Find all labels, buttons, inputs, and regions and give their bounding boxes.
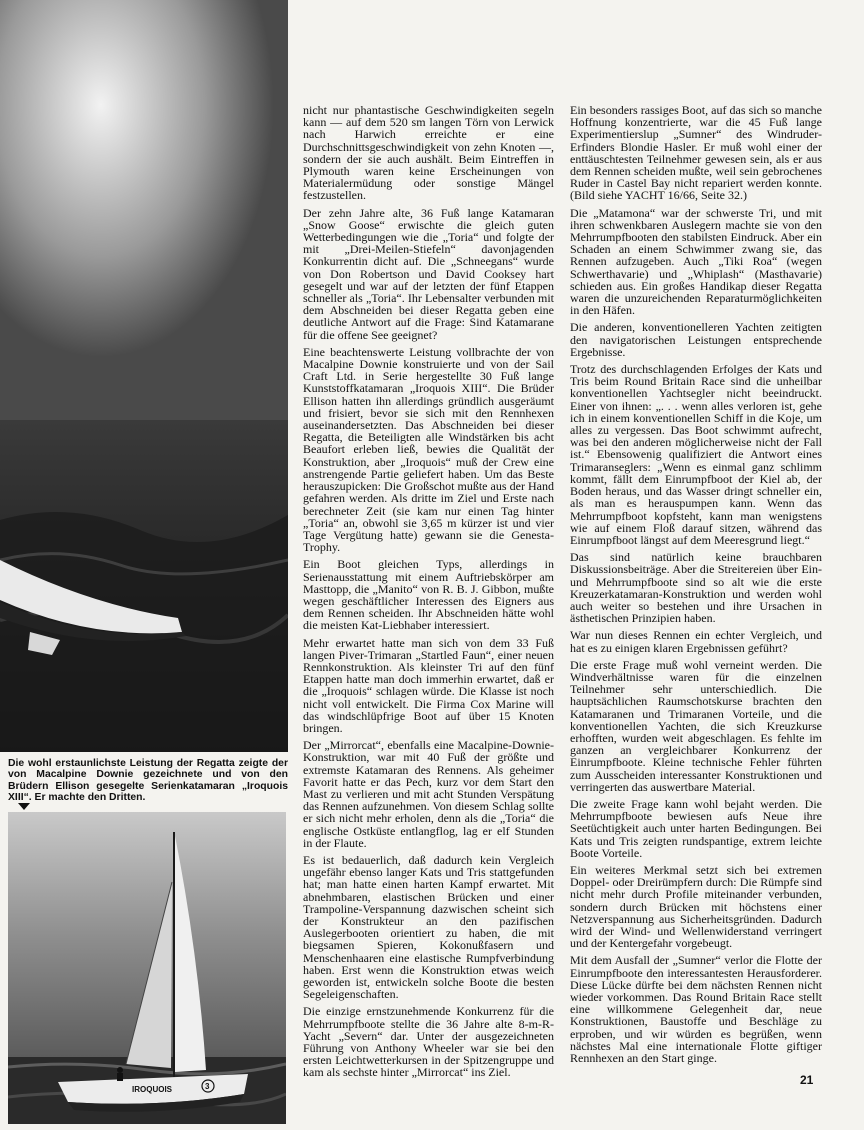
catamaran-photo-bottom [8, 812, 286, 1124]
paragraph: War nun dieses Rennen ein echter Vergleich, und hat es zu einigen klaren Ergebnissen geführt? [570, 628, 822, 655]
paragraph: Ein Boot gleichen Typs, allerdings in Serienausstattung mit einem Auftriebskörper am Masttopp, die „Manito“ von R. B. J. Gibbon, mußte wegen geschäftlicher Interessen des Eigners aus dem Rennen scheiden. Ihr Abschneiden hätte wohl die meisten Kat-Liebhaber interessiert. [303, 557, 554, 633]
paragraph: Die „Matamona“ war der schwerste Tri, und mit ihren schwenkbaren Auslegern machte sie von den Mehrrumpfbooten den stabilsten Eindruck. Aber ein Schaden an einem Schwimmer zwang sie, das Rennen aufzugeben. Auch „Tiki Roa“ (wegen Schwerthavarie) und „Whiplash“ (Masthavarie) schieden aus. Ein großes Handikap dieser Regatta waren die unzureichenden Reparaturmöglichkeiten in den Häfen. [570, 205, 822, 318]
paragraph: Die erste Frage muß wohl verneint werden. Die Windverhältnisse waren für die einzelnen Teilnehmer sehr unterschiedlich. Die hauptsächlichen Raumschotskurse brachten den Katamaranen und Trimaranen Vorteile, und die konventionellen Yachten, die sich Kreuzkurse erhofften, wurden weit abgeschlagen. Es fehlte im ganzen an vergleichbarer Konkurrenz der Einrumpfboote. Kleine technische Fehler führten zum Ausscheiden interessanter Konstruktionen und verringerten das auswertbare Material. [570, 657, 822, 794]
paragraph: Ein weiteres Merkmal setzt sich bei extremen Doppel- oder Dreirümpfern durch: Die Rümpfe sind nicht mehr durch Profile miteinander verbunden, sondern durch Brücken mit höchstens einer Netzverspannung aus Sicherheitsgründen. Dadurch wird der Wind- und Wellenwiderstand verringert und der Kentergefahr vorgebeugt. [570, 862, 822, 951]
paragraph: Das sind natürlich keine brauchbaren Diskussionsbeiträge. Aber die Streitereien über Ein- und Mehrrumpfboote sind so alt wie die erste Kreuzerkatamaran-Konstruktion und werden wohl auch weiter so bestehen und ihre Ursachen in ästhetischen Prinzipien haben. [570, 550, 822, 626]
paragraph: Mit dem Ausfall der „Sumner“ verlor die Flotte der Einrumpfboote den interessantesten Herausforderer. Diese Lücke dürfte bei dem nächsten Rennen nicht wieder vorkommen. Das Round Britain Race stellt eine willkommene Gelegenheit dar, neue Konstruktionen, Baustoffe und Beschläge zu erproben, und wir würden es begrüßen, wenn nächstes Mal eine internationale Flotte giftiger Rennhexen an den Start ginge. [570, 953, 822, 1066]
paragraph: Der zehn Jahre alte, 36 Fuß lange Katamaran „Snow Goose“ erwischte die gleich guten Wetterbedingungen wie die „Toria“ und folgte der mit „Drei-Meilen-Stiefeln“ davonjagenden Konkurrentin dicht auf. Die „Schneegans“ wurde von Don Robertson und David Cooksey hart gesegelt und war auf der letzten der fünf Etappen schneller als „Toria“. Ihr Lebensalter verbunden mit dem Abschneiden bei dieser Regatta geben eine deutliche Antwort auf die Frage: Sind Katamarane für die offene See geeignet? [303, 205, 554, 342]
paragraph: Der „Mirrorcat“, ebenfalls eine Macalpine-Downie-Konstruktion, war mit 40 Fuß der größte und extremste Katamaran des Rennens. Als geheimer Favorit hatte er das Pech, kurz vor dem Start den Mast zu verlieren und mit acht Stunden Verspätung das Rennen aufzunehmen. Von diesem Schlag sollte er sich nicht mehr erholen, denn als die „Toria“ die englische Ostküste entlangflog, lag er elf Stunden in der Flaute. [303, 738, 554, 850]
paragraph: Die zweite Frage kann wohl bejaht werden. Die Mehrrumpfboote bewiesen aufs Neue ihre Seetüchtigkeit auch unter harten Bedingungen. Bei Kats und Tris zeigten rundspantige, extrem leichte Boote Vorteile. [570, 796, 822, 860]
paragraph: nicht nur phantastische Geschwindigkeiten segeln kann — auf dem 520 sm langen Törn von Lerwick nach Harwich erreichte er eine Durchschnittsgeschwindigkeit von zehn Knoten —, sondern der sie auch aushält. Beim Eintreffen in Plymouth waren keine Erscheinungen von Materialermüdung oder sonstige Mängel festzustellen. [303, 103, 554, 203]
catamaran-photo-bottom-graphic [8, 812, 286, 1124]
catamaran-photo-top [0, 0, 288, 752]
hull-name: IROQUOIS [132, 1085, 173, 1094]
article-column-2 [570, 104, 822, 1069]
paragraph: Mehr erwartet hatte man sich von dem 33 Fuß langen Piver-Trimaran „Startled Faun“, einer neuen Rennkonstruktion. Als kleinster Tri auf den fünf Etappen hatte man doch immerhin erwartet, daß er die „Iroquois“ schlagen würde. Die Klasse ist noch nicht voll entwickelt. Die Firma Cox Marine will das windschlüpfrige Boot auf über 15 Knoten bringen. [303, 635, 554, 735]
paragraph: Die anderen, konventionelleren Yachten zeitigten den navigatorischen Leistungen entsprechende Ergebnisse. [570, 320, 822, 359]
caption-pointer-icon [18, 803, 30, 810]
page-number: 21 [800, 1073, 814, 1087]
photo-caption: Die wohl erstaunlichste Leistung der Regatta zeigte der von Macalpine Downie gezeichnete und von den Brüdern Ellison gesegelte Serienkatamaran „Iroquois XIII“. Er machte den Dritten. [8, 758, 288, 804]
paragraph: Es ist bedauerlich, daß dadurch kein Vergleich ungefähr ebenso langer Kats und Tris stattgefunden hat; man hatte einen harten Kampf erwartet. Mit abnehmbaren, elastischen Brücken und einer Trampoline-Verspannung dazwischen scheint sich der Konstrukteur an den pazifischen Auslegerbooten orientiert zu haben, die mit biegsamen Spieren, Kokonußfasern und Menschenhaaren eine elastische Rumpfverbindung haben. Erst wenn die Konstruktion etwas weich geworden ist, entwickeln solche Boote die besten Segeleigenschaften. [303, 852, 554, 1002]
article-column-1 [303, 104, 554, 1084]
paragraph: Trotz des durchschlagenden Erfolges der Kats und Tris beim Round Britain Race sind die unheilbar konventionellen Yachtsegler nicht beeindruckt. Einer von ihnen: „. . . wenn alles verloren ist, gehe ich in einem konventionellen Schiff in die Koje, um alles zu vergessen. Das Boot schwimmt aufrecht, was bei den anderen möglicherweise nicht der Fall ist.“ Ebensowenig qualifiziert die Antwort eines Trimaranseglers: „Wenn es einmal ganz schlimm kommt, fällt dem Einrumpfboot der Kiel ab, der Boden heraus, und das Wasser dringt schneller ein, als man es herauspumpen kann. Wenn das Mehrrumpfboot kopfsteht, kann man wenigstens wie auf einem Floß darauf sitzen, während das Einrumpfboot längst auf dem Meeresgrund liegt.“ [570, 362, 822, 547]
sail-number: 3 [205, 1082, 210, 1091]
paragraph: Die einzige ernstzunehmende Konkurrenz für die Mehrrumpfboote stellte die 36 Jahre alte 8-m-R-Yacht „Severn“ dar. Unter der ausgezeichneten Führung von Anthony Wheeler war sie bei den ersten Leichtwetterkursen in der Spitzengruppe und kam als sechste hinter „Mirrorcat“ ins Ziel. [303, 1004, 554, 1080]
catamaran-photo-top-graphic [0, 0, 288, 752]
paragraph: Ein besonders rassiges Boot, auf das sich so manche Hoffnung konzentrierte, war die 45 Fuß lange Experimentierslup „Sumner“ des Windruder-Erfinders Blondie Hasler. Er muß wohl einer der enttäuschtesten Teilnehmer gewesen sein, als er aus dem Rennen scheiden mußte, weil sein gebrochenes Ruder in Castel Bay nicht repariert werden konnte. (Bild siehe YACHT 16/66, Seite 32.) [570, 103, 822, 203]
paragraph: Eine beachtenswerte Leistung vollbrachte der von Macalpine Downie konstruierte und von der Sail Craft Ltd. in Serie hergestellte 30 Fuß lange Kunststoffkatamaran „Iroquois XIII“. Die Brüder Ellison hatten ihn allerdings gründlich ausgeräumt und frisiert, bevor sie sich mit den Rennhexen auseinandersetzten. Das Abschneiden bei dieser Regatta, die Beteiligten alle Windstärken bis acht Beaufort erleben ließ, bewies die Qualität der Konstruktion, aber „Iroquois“ muß der Crew eine anstrengende Partie geliefert haben. Um das Beste herauszupicken: Die Großschot mußte aus der Hand gefahren werden. Als dritte im Ziel und Erste nach berechneter Zeit (sie kam nur einen Tag hinter „Toria“ an, obwohl sie 3,65 m kürzer ist und vier Tage Vergütung hatte) gewann sie die Genesta-Trophy. [303, 344, 554, 555]
